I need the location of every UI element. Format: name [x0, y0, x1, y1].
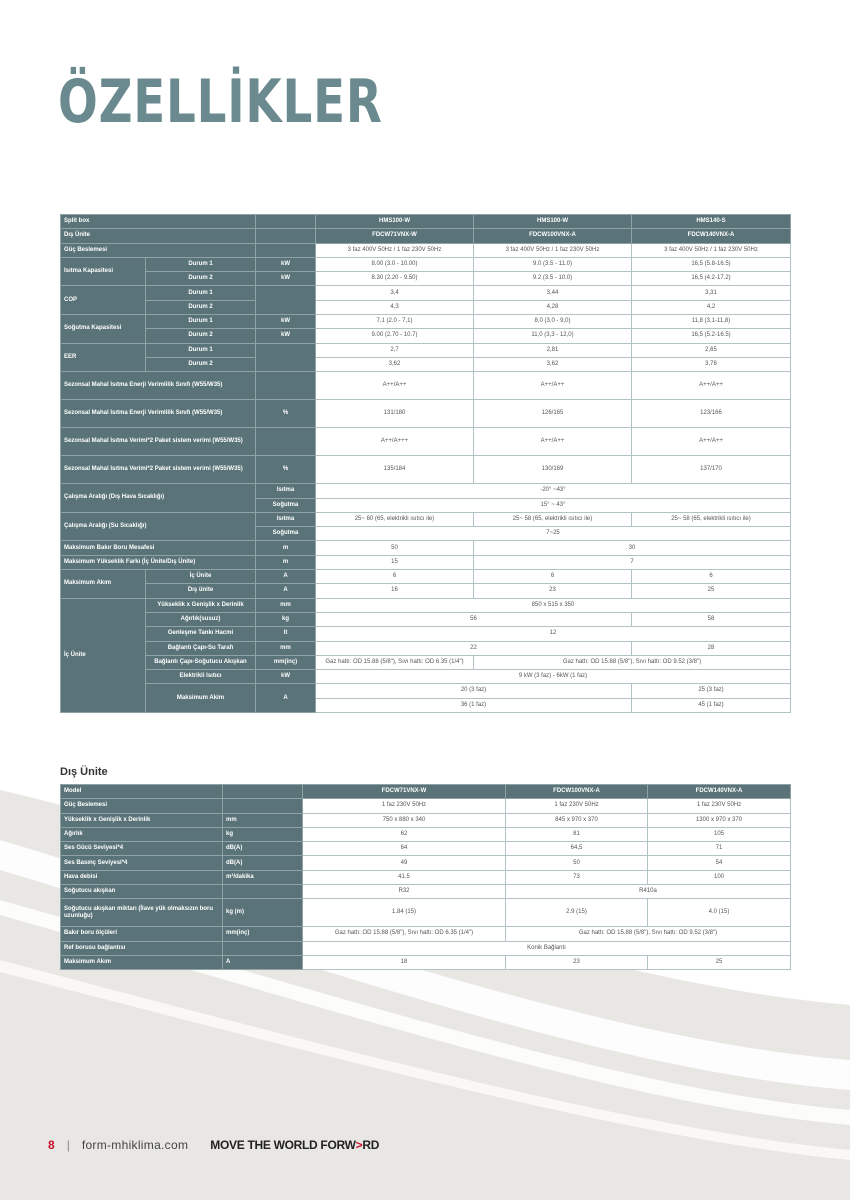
sub-label: Bağlantı Çapı-Soğutucu Akışkan — [146, 655, 256, 669]
value-cell: 11,0 (3,3 - 12,0) — [474, 329, 632, 343]
value-cell: 1 faz 230V 50Hz — [648, 799, 791, 813]
table-row — [61, 229, 791, 243]
row-label: Split box — [61, 215, 256, 229]
value-cell: 6 — [632, 570, 791, 584]
page-title: ÖZELLİKLER — [58, 67, 383, 137]
unit-cell: mm — [256, 598, 316, 612]
value-cell: 71 — [648, 842, 791, 856]
value-cell: 3,4 — [316, 286, 474, 300]
value-cell: 2,7 — [316, 343, 474, 357]
value-cell: 3,44 — [474, 286, 632, 300]
model-header: FDCW100VNX-A — [506, 785, 648, 799]
table-row — [61, 456, 791, 484]
value-cell: 64,5 — [506, 842, 648, 856]
unit-cell — [223, 785, 303, 799]
value-cell: 8.30 (2.20 - 9.50) — [316, 272, 474, 286]
row-label: Soğutucu akışkan — [61, 885, 223, 899]
unit-cell: kg (m) — [223, 899, 303, 927]
row-label: Yükseklik x Genişlik x Derinlik — [61, 813, 223, 827]
unit-cell: m — [256, 541, 316, 555]
value-cell: 18 — [303, 955, 506, 969]
value-cell: 135/184 — [316, 456, 474, 484]
value-cell: 6 — [474, 570, 632, 584]
table-row — [61, 400, 791, 428]
unit-cell: mm(inç) — [223, 927, 303, 941]
unit-cell: kW — [256, 315, 316, 329]
unit-cell: dB(A) — [223, 856, 303, 870]
value-cell: 850 x 515 x 350 — [316, 598, 791, 612]
unit-cell: lt — [256, 627, 316, 641]
value-cell: R32 — [303, 885, 506, 899]
value-cell: 2.9 (15) — [506, 899, 648, 927]
row-label: Maksimum Yükseklik Farkı (İç Ünite/Dış Ünite) — [61, 555, 256, 569]
table-row — [61, 541, 791, 555]
table-row — [61, 870, 791, 884]
sub-label: Durum 2 — [146, 300, 256, 314]
value-cell: 131/180 — [316, 400, 474, 428]
unit-cell: m — [256, 555, 316, 569]
sub-label: Yükseklik x Genişlik x Derinlik — [146, 598, 256, 612]
value-cell: 123/166 — [632, 400, 791, 428]
table-row — [61, 955, 791, 969]
value-cell: 16,5 (5.2-16.5) — [632, 329, 791, 343]
value-cell: 4,28 — [474, 300, 632, 314]
row-label: COP — [61, 286, 146, 315]
unit-cell — [256, 286, 316, 315]
value-cell: 56 — [316, 612, 632, 626]
model-header: HMS100-W — [316, 215, 474, 229]
unit-cell: A — [256, 584, 316, 598]
value-cell: 64 — [303, 842, 506, 856]
table-row — [61, 827, 791, 841]
row-label: Soğutucu akışkan miktarı (İlave yük olmaksızın boru uzunluğu) — [61, 899, 223, 927]
row-label: Çalışma Aralığı (Su Sıcaklığı) — [61, 512, 256, 541]
table-row — [61, 215, 791, 229]
value-cell: Gaz hattı: OD 15.88 (5/8"), Sıvı hattı: OD 6.35 (1/4") — [316, 655, 474, 669]
value-cell: 4,2 — [632, 300, 791, 314]
value-cell: 25~ 58 (65, elektrikli ısıtıcı ile) — [474, 512, 632, 526]
value-cell: 1 faz 230V 50Hz — [506, 799, 648, 813]
sub-label: Isıtma — [256, 484, 316, 498]
value-cell: 3,62 — [316, 357, 474, 371]
value-cell: 3,31 — [632, 286, 791, 300]
table-row — [61, 272, 791, 286]
unit-cell: kg — [256, 612, 316, 626]
table-row — [61, 813, 791, 827]
value-cell: 3,78 — [632, 357, 791, 371]
sub-label: Isıtma — [256, 512, 316, 526]
value-cell: 845 x 970 x 370 — [506, 813, 648, 827]
value-cell: 41.5 — [303, 870, 506, 884]
value-cell: 16 — [316, 584, 474, 598]
table-row — [61, 670, 791, 684]
value-cell: 4,3 — [316, 300, 474, 314]
value-cell: 3,62 — [474, 357, 632, 371]
unit-cell: mm — [256, 641, 316, 655]
value-cell: 3 faz 400V 50Hz / 1 faz 230V 50Hz — [632, 243, 791, 257]
row-label: Maksimum Bakır Boru Mesafesi — [61, 541, 256, 555]
unit-cell — [256, 372, 316, 400]
value-cell: A++/A++ — [474, 372, 632, 400]
value-cell: R410a — [506, 885, 791, 899]
unit-cell — [256, 343, 316, 372]
slogan-arrow-icon: > — [355, 1138, 363, 1152]
value-cell: 28 — [632, 641, 791, 655]
value-cell: -20° ~43° — [316, 484, 791, 498]
table-row — [61, 555, 791, 569]
row-label: Sezonsal Mahal Isıtma Enerji Verimlilik Sınıfı (W55/W35) — [61, 372, 256, 400]
outdoor-spec-table — [60, 784, 791, 970]
sub-label: Durum 2 — [146, 272, 256, 286]
table-row — [61, 598, 791, 612]
unit-cell — [223, 941, 303, 955]
value-cell: 62 — [303, 827, 506, 841]
value-cell: 7,1 (2.0 - 7,1) — [316, 315, 474, 329]
model-header: HMS100-W — [474, 215, 632, 229]
table-row — [61, 286, 791, 300]
row-label: Bakır boru ölçüleri — [61, 927, 223, 941]
row-label: Güç Beslemesi — [61, 799, 223, 813]
row-label: Soğutma Kapasitesi — [61, 315, 146, 344]
value-cell: A++/A++ — [474, 428, 632, 456]
model-header: FDCW140VNX-A — [648, 785, 791, 799]
indoor-spec-table — [60, 214, 791, 713]
value-cell: 6 — [316, 570, 474, 584]
website-link[interactable]: form-mhiklima.com — [81, 1138, 189, 1152]
value-cell: A++/A++ — [632, 428, 791, 456]
row-label: Maksimum Akım — [61, 955, 223, 969]
value-cell: 2,65 — [632, 343, 791, 357]
value-cell: 23 — [474, 584, 632, 598]
footer-separator: | — [66, 1138, 70, 1152]
sub-label: Durum 2 — [146, 357, 256, 371]
value-cell: 9.0 (3.5 - 11.0) — [474, 257, 632, 271]
table-row — [61, 357, 791, 371]
sub-label: Elektrikli Isıtıcı — [146, 670, 256, 684]
row-label: Isıtma Kapasitesi — [61, 257, 146, 286]
model-header: HMS140-S — [632, 215, 791, 229]
unit-cell — [256, 243, 316, 257]
value-cell: 4.0 (15) — [648, 899, 791, 927]
value-cell: 126/165 — [474, 400, 632, 428]
value-cell: 20 (3 faz) — [316, 684, 632, 698]
row-label: EER — [61, 343, 146, 372]
value-cell: 50 — [316, 541, 474, 555]
value-cell: 1 faz 230V 50Hz — [303, 799, 506, 813]
table-row — [61, 570, 791, 584]
table-row — [61, 243, 791, 257]
value-cell: 15 — [316, 555, 474, 569]
unit-cell — [223, 885, 303, 899]
sub-label: Durum 1 — [146, 286, 256, 300]
unit-cell — [256, 428, 316, 456]
table-row — [61, 899, 791, 927]
page-number: 8 — [48, 1138, 55, 1152]
value-cell: 3 faz 400V 50Hz / 1 faz 230V 50Hz — [474, 243, 632, 257]
unit-cell: kW — [256, 272, 316, 286]
table-row — [61, 257, 791, 271]
row-label: Çalışma Aralığı (Dış Hava Sıcaklığı) — [61, 484, 256, 513]
value-cell: 7 — [474, 555, 791, 569]
value-cell: 1.84 (15) — [303, 899, 506, 927]
value-cell: 3 faz 400V 50Hz / 1 faz 230V 50Hz — [316, 243, 474, 257]
unit-cell: m³/dakika — [223, 870, 303, 884]
value-cell: 73 — [506, 870, 648, 884]
table-row — [61, 584, 791, 598]
value-cell: 2,81 — [474, 343, 632, 357]
unit-cell: A — [256, 570, 316, 584]
value-cell: 16,5 (4.2-17.2) — [632, 272, 791, 286]
value-cell: 25~ 60 (65, elektrikli ısıtıcı ile) — [316, 512, 474, 526]
row-label: Sezonsal Mahal Isıtma Verimi*2 Paket sistem verimi (W55/W35) — [61, 456, 256, 484]
value-cell: 11,8 (3,1-11,8) — [632, 315, 791, 329]
value-cell: 137/170 — [632, 456, 791, 484]
value-cell: 58 — [632, 612, 791, 626]
unit-cell — [256, 215, 316, 229]
footer — [48, 1138, 379, 1152]
row-label: Model — [61, 785, 223, 799]
table-row — [61, 627, 791, 641]
value-cell: 9 kW (3 faz) - 6kW (1 faz) — [316, 670, 791, 684]
value-cell: 50 — [506, 856, 648, 870]
row-label: Dış Ünite — [61, 229, 256, 243]
row-label: Ağırlık — [61, 827, 223, 841]
table-row — [61, 372, 791, 400]
value-cell: 45 (1 faz) — [632, 698, 791, 712]
value-cell: 15° ~ 43° — [316, 498, 791, 512]
unit-cell: mm(inç) — [256, 655, 316, 669]
row-label: Ref borusu bağlantısı — [61, 941, 223, 955]
unit-cell — [223, 799, 303, 813]
table-row — [61, 512, 791, 526]
value-cell: 130/169 — [474, 456, 632, 484]
value-cell: Gaz hattı: OD 15.88 (5/8"), Sıvı hattı: OD 6.35 (1/4") — [303, 927, 506, 941]
sub-label: Ağırlık(susuz) — [146, 612, 256, 626]
table-row — [61, 315, 791, 329]
model-header: FDCW71VNX-W — [303, 785, 506, 799]
unit-cell: dB(A) — [223, 842, 303, 856]
table-row — [61, 941, 791, 955]
sub-label: Soğutma — [256, 498, 316, 512]
value-cell: 30 — [474, 541, 791, 555]
table-row — [61, 329, 791, 343]
unit-cell: % — [256, 400, 316, 428]
value-cell: 25 — [648, 955, 791, 969]
table-row — [61, 343, 791, 357]
value-cell: A++/A++ — [316, 372, 474, 400]
model-header: FDCW140VNX-A — [632, 229, 791, 243]
sub-label: Durum 1 — [146, 343, 256, 357]
table-row — [61, 842, 791, 856]
row-label: Sezonsal Mahal Isıtma Verimi*2 Paket sistem verimi (W55/W35) — [61, 428, 256, 456]
value-cell: 750 x 880 x 340 — [303, 813, 506, 827]
value-cell: A++/A+++ — [316, 428, 474, 456]
row-label: Hava debisi — [61, 870, 223, 884]
table-row — [61, 927, 791, 941]
sub-label: Genleşme Tankı Hacmi — [146, 627, 256, 641]
value-cell: 9.2 (3.5 - 10.0) — [474, 272, 632, 286]
value-cell: 12 — [316, 627, 791, 641]
unit-cell: kW — [256, 670, 316, 684]
row-label: Güç Beslemesi — [61, 243, 256, 257]
value-cell: 16,5 (5.8-16.5) — [632, 257, 791, 271]
value-cell: 100 — [648, 870, 791, 884]
unit-cell: kW — [256, 329, 316, 343]
value-cell: 22 — [316, 641, 632, 655]
slogan-text: MOVE THE WORLD FORW — [210, 1138, 356, 1152]
value-cell: Gaz hattı: OD 15.88 (5/8"), Sıvı hattı: OD 9.52 (3/8") — [474, 655, 791, 669]
table-row — [61, 655, 791, 669]
value-cell: 23 — [506, 955, 648, 969]
value-cell: 25~ 58 (65, elektrikli ısıtıcı ile) — [632, 512, 791, 526]
value-cell: 1300 x 970 x 370 — [648, 813, 791, 827]
unit-cell: kg — [223, 827, 303, 841]
value-cell: 105 — [648, 827, 791, 841]
value-cell: Gaz hattı: OD 15.88 (5/8"), Sıvı hattı: OD 9.52 (3/8") — [506, 927, 791, 941]
value-cell: 9.00 (2.70 - 10.7) — [316, 329, 474, 343]
unit-cell: mm — [223, 813, 303, 827]
value-cell: 7~25 — [316, 527, 791, 541]
value-cell: 49 — [303, 856, 506, 870]
model-header: FDCW71VNX-W — [316, 229, 474, 243]
table-row — [61, 300, 791, 314]
table-row — [61, 684, 791, 698]
row-label: İç Ünite — [61, 598, 146, 712]
row-label: Sezonsal Mahal Isıtma Enerji Verimlilik Sınıfı (W55/W35) — [61, 400, 256, 428]
brand-slogan — [210, 1138, 379, 1152]
sub-label: İç Ünite — [146, 570, 256, 584]
section-title: Dış Ünite — [60, 766, 108, 778]
sub-label: Durum 2 — [146, 329, 256, 343]
value-cell: 25 — [632, 584, 791, 598]
value-cell: A++/A++ — [632, 372, 791, 400]
row-label: Ses Gücü Seviyesi*4 — [61, 842, 223, 856]
table-row — [61, 484, 791, 498]
unit-cell: % — [256, 456, 316, 484]
table-row — [61, 641, 791, 655]
unit-cell: A — [223, 955, 303, 969]
table-row — [61, 612, 791, 626]
table-row — [61, 785, 791, 799]
slogan-text-end: RD — [362, 1138, 380, 1152]
model-header: FDCW100VNX-A — [474, 229, 632, 243]
sub-label: Bağlantı Çapı-Su Tarafı — [146, 641, 256, 655]
table-row — [61, 799, 791, 813]
value-cell: 54 — [648, 856, 791, 870]
unit-cell: A — [256, 684, 316, 713]
table-row — [61, 856, 791, 870]
sub-label: Durum 1 — [146, 257, 256, 271]
row-label: Ses Basınç Seviyesi*4 — [61, 856, 223, 870]
row-label: Maksimum Akım — [61, 570, 146, 599]
value-cell: 8,0 (3,0 - 9,0) — [474, 315, 632, 329]
value-cell: Konik Bağlantı — [303, 941, 791, 955]
table-row — [61, 428, 791, 456]
sub-label: Soğutma — [256, 527, 316, 541]
value-cell: 25 (3 faz) — [632, 684, 791, 698]
sub-label: Maksimum Akim — [146, 684, 256, 713]
value-cell: 8.00 (3.0 - 10.00) — [316, 257, 474, 271]
sub-label: Dış ünite — [146, 584, 256, 598]
value-cell: 81 — [506, 827, 648, 841]
sub-label: Durum 1 — [146, 315, 256, 329]
unit-cell: kW — [256, 257, 316, 271]
table-row — [61, 885, 791, 899]
unit-cell — [256, 229, 316, 243]
value-cell: 36 (1 faz) — [316, 698, 632, 712]
